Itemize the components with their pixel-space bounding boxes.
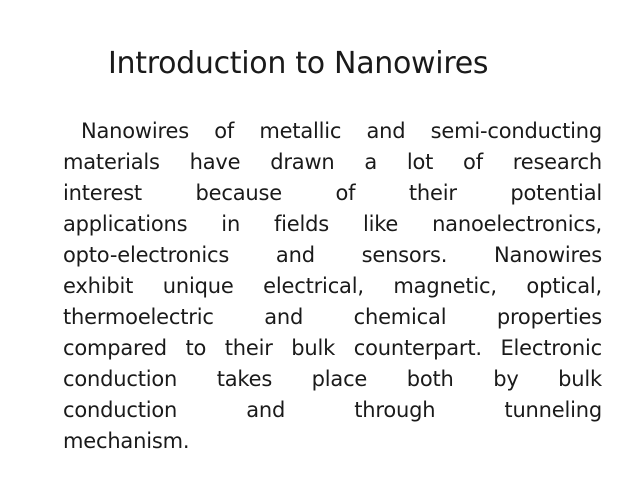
paragraph-line: materials have drawn a lot of research [63, 150, 602, 174]
slide-body-paragraph [63, 116, 602, 457]
paragraph-line: interest because of their potential [63, 181, 602, 205]
slide-title: Introduction to Nanowires [108, 46, 489, 81]
paragraph-line: Nanowires of metallic and semi-conducting [81, 119, 602, 143]
paragraph-line: compared to their bulk counterpart. Electronic [63, 336, 602, 360]
paragraph-line: thermoelectric and chemical properties [63, 305, 602, 329]
paragraph-line: applications in fields like nanoelectronics, [63, 212, 602, 236]
paragraph-line: opto-electronics and sensors. Nanowires [63, 243, 602, 267]
paragraph-line: conduction and through tunneling [63, 398, 602, 422]
paragraph-line: exhibit unique electrical, magnetic, optical, [63, 274, 602, 298]
paragraph-line: mechanism. [63, 429, 190, 453]
paragraph-line: conduction takes place both by bulk [63, 367, 602, 391]
